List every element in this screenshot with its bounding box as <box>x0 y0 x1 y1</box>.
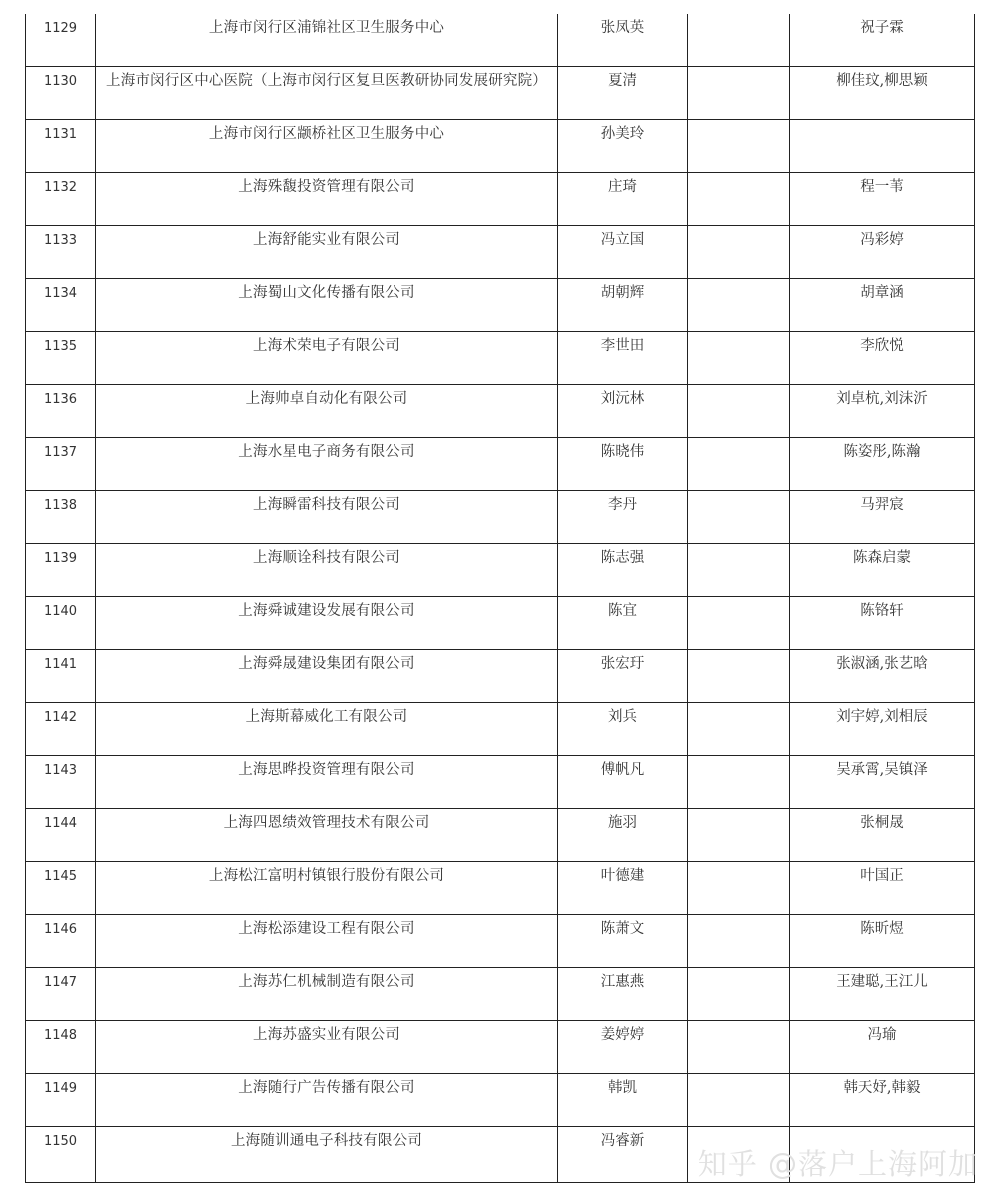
table-row <box>26 491 975 544</box>
family-members-cell <box>790 279 975 332</box>
row-number-cell-text: 1138 <box>43 498 78 513</box>
family-members-cell-text: 陈铬轩 <box>860 603 904 619</box>
applicant-name-cell <box>558 385 688 438</box>
applicant-name-cell <box>558 438 688 491</box>
blank-cell-text <box>688 756 789 762</box>
family-members-cell-text: 胡章涵 <box>860 285 904 301</box>
family-members-cell <box>790 226 975 279</box>
blank-cell <box>688 491 790 544</box>
family-members-cell <box>790 332 975 385</box>
approval-list-table <box>25 14 975 1183</box>
applicant-name-cell-text: 胡朝辉 <box>600 285 645 301</box>
family-members-cell <box>790 120 975 173</box>
organization-cell-text: 上海松江富明村镇银行股份有限公司 <box>208 868 445 884</box>
blank-cell-text <box>688 438 789 444</box>
table-row <box>26 809 975 862</box>
table-row <box>26 279 975 332</box>
organization-cell-text: 上海术荣电子有限公司 <box>253 338 400 354</box>
applicant-name-cell-text: 傅帆凡 <box>600 762 645 778</box>
family-members-cell <box>790 438 975 491</box>
applicant-name-cell <box>558 279 688 332</box>
table-row <box>26 968 975 1021</box>
blank-cell <box>688 915 790 968</box>
family-members-cell-text <box>790 1127 974 1133</box>
blank-cell <box>688 385 790 438</box>
family-members-cell-text: 柳佳玟,柳思颖 <box>836 73 928 89</box>
blank-cell-text <box>688 67 789 73</box>
organization-cell <box>96 332 558 385</box>
family-members-cell-text: 张桐晟 <box>860 815 904 831</box>
row-number-cell <box>26 597 96 650</box>
table-row <box>26 226 975 279</box>
family-members-cell <box>790 968 975 1021</box>
blank-cell-text <box>688 14 789 20</box>
organization-cell-text: 上海水星电子商务有限公司 <box>238 444 415 460</box>
row-number-cell <box>26 1074 96 1127</box>
row-number-cell-text: 1147 <box>43 975 78 990</box>
applicant-name-cell-text: 张凤英 <box>600 20 645 36</box>
row-number-cell <box>26 650 96 703</box>
applicant-name-cell <box>558 862 688 915</box>
applicant-name-cell-text: 张宏玗 <box>600 656 645 672</box>
organization-cell-text: 上海苏仁机械制造有限公司 <box>238 974 415 990</box>
blank-cell <box>688 862 790 915</box>
organization-cell <box>96 226 558 279</box>
blank-cell <box>688 968 790 1021</box>
blank-cell-text <box>688 226 789 232</box>
family-members-cell-text: 陈姿彤,陈瀚 <box>843 444 921 460</box>
blank-cell <box>688 279 790 332</box>
applicant-name-cell <box>558 968 688 1021</box>
organization-cell <box>96 809 558 862</box>
family-members-cell <box>790 809 975 862</box>
applicant-name-cell-text: 江惠燕 <box>600 974 645 990</box>
family-members-cell-text: 刘卓杭,刘沫沂 <box>836 391 928 407</box>
family-members-cell-text: 陈昕煜 <box>860 921 904 937</box>
applicant-name-cell <box>558 1021 688 1074</box>
row-number-cell-text: 1140 <box>43 604 78 619</box>
family-members-cell-text: 陈森启蒙 <box>853 550 911 566</box>
family-members-cell <box>790 703 975 756</box>
table-row <box>26 332 975 385</box>
blank-cell-text <box>688 597 789 603</box>
organization-cell <box>96 862 558 915</box>
row-number-cell <box>26 385 96 438</box>
table-row <box>26 915 975 968</box>
blank-cell <box>688 809 790 862</box>
blank-cell-text <box>688 279 789 285</box>
blank-cell <box>688 756 790 809</box>
row-number-cell-text: 1129 <box>43 21 78 36</box>
table-row <box>26 120 975 173</box>
blank-cell-text <box>688 544 789 550</box>
blank-cell <box>688 1021 790 1074</box>
applicant-name-cell-text: 夏清 <box>608 73 637 89</box>
organization-cell-text: 上海帅卓自动化有限公司 <box>245 391 408 407</box>
row-number-cell-text: 1144 <box>43 816 78 831</box>
zhihu-watermark: 知乎 @落户上海阿加 <box>697 1147 978 1181</box>
applicant-name-cell <box>558 491 688 544</box>
blank-cell <box>688 332 790 385</box>
family-members-cell-text <box>790 120 974 126</box>
applicant-name-cell <box>558 809 688 862</box>
row-number-cell <box>26 438 96 491</box>
applicant-name-cell <box>558 173 688 226</box>
table-row <box>26 1021 975 1074</box>
row-number-cell <box>26 756 96 809</box>
row-number-cell-text: 1146 <box>43 922 78 937</box>
organization-cell-text: 上海斯幕威化工有限公司 <box>245 709 408 725</box>
row-number-cell-text: 1131 <box>43 127 78 142</box>
family-members-cell-text: 叶国正 <box>860 868 904 884</box>
family-members-cell <box>790 173 975 226</box>
row-number-cell <box>26 173 96 226</box>
applicant-name-cell <box>558 226 688 279</box>
row-number-cell <box>26 332 96 385</box>
blank-cell-text <box>688 1021 789 1027</box>
family-members-cell <box>790 385 975 438</box>
blank-cell <box>688 1074 790 1127</box>
row-number-cell <box>26 491 96 544</box>
table-row <box>26 385 975 438</box>
family-members-cell-text: 李欣悦 <box>860 338 904 354</box>
organization-cell <box>96 703 558 756</box>
row-number-cell-text: 1141 <box>43 657 78 672</box>
applicant-name-cell-text: 庄琦 <box>608 179 637 195</box>
table-body <box>26 14 975 1183</box>
blank-cell <box>688 226 790 279</box>
blank-cell-text <box>688 1127 789 1133</box>
family-members-cell <box>790 650 975 703</box>
applicant-name-cell-text: 孙美玲 <box>600 126 645 142</box>
applicant-name-cell <box>558 915 688 968</box>
blank-cell <box>688 597 790 650</box>
organization-cell <box>96 1074 558 1127</box>
table-row <box>26 756 975 809</box>
applicant-name-cell <box>558 544 688 597</box>
table-row <box>26 1074 975 1127</box>
organization-cell-text: 上海顺诠科技有限公司 <box>253 550 400 566</box>
organization-cell <box>96 385 558 438</box>
table-row <box>26 597 975 650</box>
applicant-name-cell <box>558 67 688 120</box>
organization-cell <box>96 173 558 226</box>
row-number-cell-text: 1133 <box>43 233 78 248</box>
family-members-cell-text: 吴承霄,吴镇泽 <box>836 762 928 778</box>
blank-cell-text <box>688 1074 789 1080</box>
row-number-cell <box>26 862 96 915</box>
row-number-cell <box>26 67 96 120</box>
table-row <box>26 67 975 120</box>
family-members-cell-text: 程一苇 <box>860 179 904 195</box>
table-row <box>26 14 975 67</box>
blank-cell-text <box>688 703 789 709</box>
blank-cell <box>688 120 790 173</box>
blank-cell-text <box>688 809 789 815</box>
row-number-cell-text: 1150 <box>43 1134 78 1149</box>
family-members-cell <box>790 544 975 597</box>
organization-cell <box>96 756 558 809</box>
family-members-cell-text: 马羿宸 <box>860 497 904 513</box>
row-number-cell <box>26 968 96 1021</box>
applicant-name-cell-text: 姜婷婷 <box>600 1027 645 1043</box>
organization-cell-text: 上海舒能实业有限公司 <box>253 232 400 248</box>
blank-cell <box>688 173 790 226</box>
row-number-cell-text: 1148 <box>43 1028 78 1043</box>
row-number-cell-text: 1145 <box>43 869 78 884</box>
applicant-name-cell <box>558 1074 688 1127</box>
organization-cell <box>96 1127 558 1183</box>
row-number-cell <box>26 915 96 968</box>
table-row <box>26 173 975 226</box>
organization-cell-text: 上海蜀山文化传播有限公司 <box>238 285 415 301</box>
organization-cell-text: 上海市闵行区颛桥社区卫生服务中心 <box>208 126 445 142</box>
applicant-name-cell-text: 叶德建 <box>600 868 645 884</box>
organization-cell-text: 上海舜晟建设集团有限公司 <box>238 656 415 672</box>
organization-cell <box>96 650 558 703</box>
applicant-name-cell-text: 刘兵 <box>608 709 637 725</box>
row-number-cell <box>26 809 96 862</box>
blank-cell-text <box>688 862 789 868</box>
organization-cell-text: 上海四恩绩效管理技术有限公司 <box>223 815 430 831</box>
row-number-cell <box>26 1127 96 1183</box>
blank-cell-text <box>688 120 789 126</box>
family-members-cell <box>790 1021 975 1074</box>
applicant-name-cell <box>558 650 688 703</box>
table-row <box>26 438 975 491</box>
organization-cell-text: 上海松添建设工程有限公司 <box>238 921 415 937</box>
family-members-cell <box>790 1074 975 1127</box>
organization-cell <box>96 67 558 120</box>
family-members-cell <box>790 756 975 809</box>
blank-cell-text <box>688 650 789 656</box>
organization-cell-text: 上海市闵行区浦锦社区卫生服务中心 <box>208 20 445 36</box>
applicant-name-cell-text: 李丹 <box>608 497 637 513</box>
blank-cell-text <box>688 915 789 921</box>
applicant-name-cell <box>558 120 688 173</box>
table-row <box>26 862 975 915</box>
blank-cell-text <box>688 385 789 391</box>
blank-cell-text <box>688 332 789 338</box>
applicant-name-cell-text: 李世田 <box>600 338 645 354</box>
row-number-cell <box>26 226 96 279</box>
organization-cell <box>96 120 558 173</box>
row-number-cell-text: 1134 <box>43 286 78 301</box>
row-number-cell-text: 1149 <box>43 1081 78 1096</box>
applicant-name-cell-text: 韩凯 <box>608 1080 637 1096</box>
applicant-name-cell-text: 冯立国 <box>600 232 645 248</box>
row-number-cell-text: 1143 <box>43 763 78 778</box>
organization-cell <box>96 279 558 332</box>
row-number-cell-text: 1142 <box>43 710 78 725</box>
applicant-name-cell <box>558 703 688 756</box>
organization-cell-text: 上海苏盛实业有限公司 <box>253 1027 400 1043</box>
applicant-name-cell <box>558 1127 688 1183</box>
family-members-cell-text: 王建聪,王江儿 <box>836 974 928 990</box>
organization-cell <box>96 491 558 544</box>
applicant-name-cell-text: 陈萧文 <box>600 921 645 937</box>
row-number-cell-text: 1135 <box>43 339 78 354</box>
row-number-cell <box>26 703 96 756</box>
blank-cell <box>688 650 790 703</box>
applicant-name-cell-text: 冯睿新 <box>600 1133 645 1149</box>
applicant-name-cell <box>558 597 688 650</box>
blank-cell <box>688 544 790 597</box>
family-members-cell-text: 冯瑜 <box>867 1027 897 1043</box>
organization-cell-text: 上海随行广告传播有限公司 <box>238 1080 415 1096</box>
blank-cell <box>688 703 790 756</box>
row-number-cell-text: 1132 <box>43 180 78 195</box>
table-row <box>26 703 975 756</box>
organization-cell-text: 上海随训通电子科技有限公司 <box>230 1133 423 1149</box>
row-number-cell-text: 1130 <box>43 74 78 89</box>
organization-cell <box>96 968 558 1021</box>
organization-cell <box>96 438 558 491</box>
organization-cell-text: 上海舜诚建设发展有限公司 <box>238 603 415 619</box>
organization-cell <box>96 14 558 67</box>
family-members-cell <box>790 491 975 544</box>
family-members-cell <box>790 597 975 650</box>
applicant-name-cell <box>558 332 688 385</box>
organization-cell-text: 上海殊馥投资管理有限公司 <box>238 179 415 195</box>
row-number-cell-text: 1137 <box>43 445 78 460</box>
applicant-name-cell-text: 陈志强 <box>600 550 645 566</box>
family-members-cell-text: 韩天妤,韩毅 <box>843 1080 921 1096</box>
applicant-name-cell <box>558 756 688 809</box>
blank-cell <box>688 67 790 120</box>
organization-cell <box>96 1021 558 1074</box>
applicant-name-cell-text: 施羽 <box>608 815 637 831</box>
row-number-cell <box>26 14 96 67</box>
table-row <box>26 650 975 703</box>
table-row <box>26 544 975 597</box>
organization-cell <box>96 915 558 968</box>
row-number-cell <box>26 120 96 173</box>
blank-cell-text <box>688 173 789 179</box>
applicant-name-cell <box>558 14 688 67</box>
family-members-cell <box>790 14 975 67</box>
family-members-cell-text: 祝子霖 <box>860 20 904 36</box>
family-members-cell-text: 张淑涵,张艺晗 <box>836 656 928 672</box>
organization-cell-text: 上海市闵行区中心医院（上海市闵行区复旦医教研协同发展研究院） <box>106 73 547 89</box>
applicant-name-cell-text: 陈宜 <box>608 603 637 619</box>
blank-cell <box>688 14 790 67</box>
applicant-name-cell-text: 陈晓伟 <box>600 444 645 460</box>
family-members-cell-text: 刘宇婷,刘相辰 <box>836 709 928 725</box>
blank-cell <box>688 438 790 491</box>
family-members-cell <box>790 915 975 968</box>
row-number-cell <box>26 544 96 597</box>
family-members-cell <box>790 67 975 120</box>
family-members-cell <box>790 862 975 915</box>
row-number-cell <box>26 1021 96 1074</box>
row-number-cell-text: 1136 <box>43 392 78 407</box>
row-number-cell <box>26 279 96 332</box>
applicant-name-cell-text: 刘沅林 <box>600 391 645 407</box>
organization-cell-text: 上海思晔投资管理有限公司 <box>238 762 415 778</box>
blank-cell-text <box>688 491 789 497</box>
organization-cell <box>96 544 558 597</box>
blank-cell-text <box>688 968 789 974</box>
row-number-cell-text: 1139 <box>43 551 78 566</box>
family-members-cell-text: 冯彩婷 <box>860 232 904 248</box>
organization-cell <box>96 597 558 650</box>
organization-cell-text: 上海瞬雷科技有限公司 <box>253 497 400 513</box>
